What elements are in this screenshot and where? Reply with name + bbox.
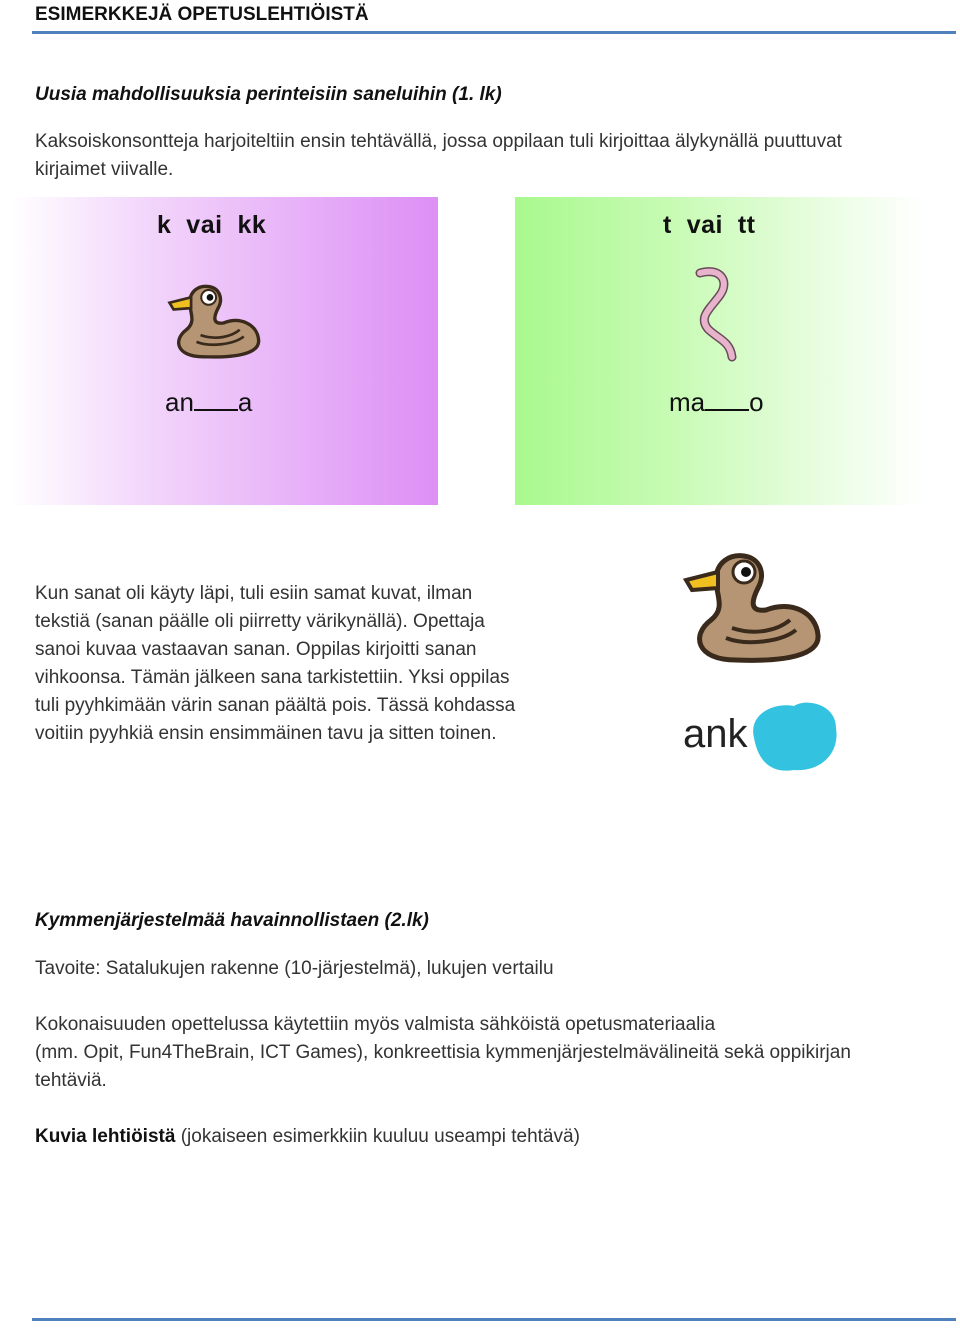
word-start: an: [165, 387, 194, 417]
footer-divider: [32, 1318, 956, 1321]
section1-intro: [35, 128, 955, 184]
panel-t-vai-tt: [515, 197, 925, 505]
panel-title: k vai kk: [157, 211, 267, 239]
word-start: ma: [669, 387, 706, 417]
description-line: vihkoonsa. Tämän jälkeen sana tarkistettiin. Yksi oppilas: [35, 667, 510, 688]
panel-k-vai-kk: [10, 197, 438, 505]
section2-goal: Tavoite: Satalukujen rakenne (10-järjestelmä), lukujen vertailu: [35, 958, 554, 979]
description-line: sanoi kuvaa vastaavan sanan. Oppilas kirjoitti sanan: [35, 639, 477, 660]
page-title: ESIMERKKEJÄ OPETUSLEHTIÖISTÄ: [35, 4, 369, 25]
word-end: o: [749, 387, 764, 417]
pictures-label-rest: (jokaiseen esimerkkiin kuuluu useampi tehtävä): [175, 1126, 580, 1147]
duck-icon: [666, 548, 826, 672]
pictures-label-bold: Kuvia lehtiöistä: [35, 1126, 176, 1147]
fill-word: [165, 387, 252, 418]
section1-heading: Uusia mahdollisuuksia perinteisiin saneluihin (1. lk): [35, 84, 502, 105]
worm-icon: [690, 267, 750, 363]
description-line: tekstiä (sanan päälle oli piirretty värikynällä). Opettaja: [35, 611, 485, 632]
word-end: a: [237, 387, 253, 417]
answer-blank[interactable]: [194, 389, 238, 411]
description-line: Kun sanat oli käyty läpi, tuli esiin samat kuvat, ilman: [35, 583, 473, 604]
pictures-caption: [35, 1123, 955, 1151]
fill-word: [669, 387, 764, 418]
header-divider: [32, 31, 956, 34]
materials-line: tehtäviä.: [35, 1070, 107, 1091]
panel-title: t vai tt: [663, 211, 756, 239]
description-line: tuli pyyhkimään värin sanan päältä pois. Tässä kohdassa: [35, 695, 516, 716]
color-blob: [744, 700, 840, 774]
section2-heading: Kymmenjärjestelmää havainnollistaen (2.lk): [35, 910, 429, 931]
materials-line: (mm. Opit, Fun4TheBrain, ICT Games), konkreettisia kymmenjärjestelmävälineitä sekä oppikirjan: [35, 1042, 851, 1063]
intro-line: kirjaimet viivalle.: [35, 159, 174, 180]
description-line: voitiin pyyhkiä ensin ensimmäinen tavu ja sitten toinen.: [35, 723, 497, 744]
section1-description: [35, 580, 595, 748]
answer-blank[interactable]: [705, 389, 749, 411]
duck-icon: [156, 281, 264, 365]
materials-line: Kokonaisuuden opettelussa käytettiin myös valmista sähköistä opetusmateriaalia: [35, 1014, 716, 1035]
section2-materials: [35, 1011, 955, 1095]
example-word: ank: [683, 712, 748, 756]
intro-line: Kaksoiskonsontteja harjoiteltiin ensin tehtävällä, jossa oppilaan tuli kirjoittaa älykynällä puuttuvat: [35, 131, 842, 152]
